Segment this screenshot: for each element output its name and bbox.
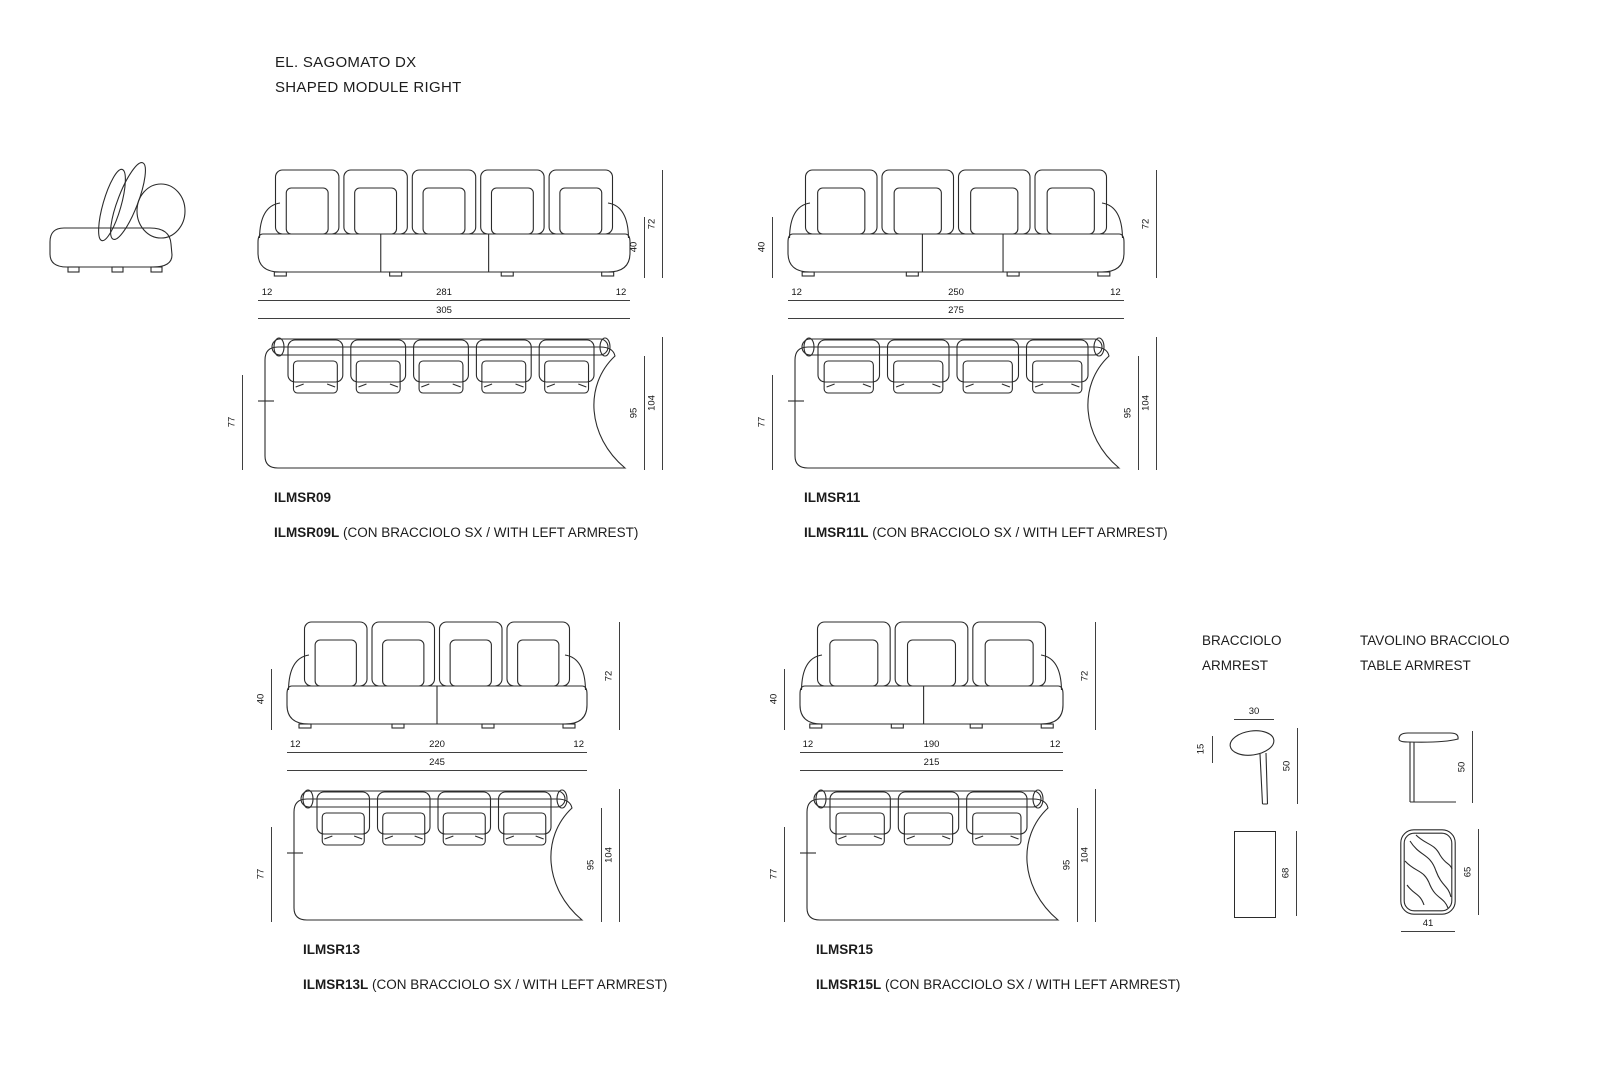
dim-margin-left: 12: [802, 739, 814, 750]
table-armrest-dim-width: 41: [1422, 918, 1434, 929]
armrest-height-dim-line: [1297, 728, 1298, 804]
dim-total-width: 215: [923, 757, 940, 768]
dim-total-depth: 104: [1140, 395, 1152, 411]
dim-body-depth: 95: [1061, 859, 1073, 871]
armrest-dim-pad-height: 15: [1195, 743, 1207, 755]
width-dim-line-total: [800, 754, 1063, 771]
page-title-english: SHAPED MODULE RIGHT: [275, 79, 462, 96]
total-depth-dim-line: [619, 789, 620, 922]
seat-height-dim-line: [772, 217, 773, 278]
module-code: ILMSR13: [303, 942, 361, 957]
table-armrest-title: [1360, 628, 1510, 678]
dim-seat-height: 40: [628, 241, 640, 253]
module-variant: [303, 977, 667, 992]
dim-total-width: 305: [436, 305, 452, 316]
armrest-title: [1202, 628, 1282, 678]
page-title: [275, 50, 462, 100]
width-dim-line-inner: [800, 736, 1063, 753]
dim-seat-depth: 77: [768, 868, 780, 880]
dim-seat-height: 40: [768, 693, 780, 705]
total-height-dim-line: [1095, 622, 1096, 730]
table-armrest-depth-dim-line: [1478, 829, 1479, 915]
module-variant: [274, 525, 638, 540]
sofa-module: [226, 160, 658, 550]
front-view-drawing: [258, 168, 630, 278]
body-depth-dim-line: [1077, 808, 1078, 922]
dim-total-depth: 104: [1079, 847, 1091, 863]
dim-total-width: 275: [948, 305, 964, 316]
dim-inner-width: 281: [436, 287, 452, 298]
armrest-side-view-drawing: [1226, 723, 1286, 808]
dim-total-height: 72: [603, 670, 615, 682]
armrest-dim-top-width: 30: [1248, 706, 1260, 717]
module-variant-note: (CON BRACCIOLO SX / WITH LEFT ARMREST): [872, 525, 1168, 540]
table-armrest-dim-depth: 65: [1462, 866, 1474, 878]
sofa-side-view-icon: [48, 165, 188, 283]
armrest-title-italian: BRACCIOLO: [1202, 633, 1282, 648]
dim-total-height: 72: [1140, 218, 1152, 230]
table-armrest-side-view-drawing: [1398, 731, 1460, 806]
module-variant-note: (CON BRACCIOLO SX / WITH LEFT ARMREST): [885, 977, 1181, 992]
dim-margin-right: 12: [573, 739, 584, 750]
armrest-pad-dim-line: [1212, 736, 1213, 763]
sofa-module: [768, 612, 1181, 1002]
dim-margin-right: 12: [615, 287, 627, 298]
top-view-drawing: [258, 337, 630, 470]
seat-depth-dim-line: [784, 827, 785, 922]
seat-depth-dim-line: [242, 375, 243, 470]
module-variant: [804, 525, 1168, 540]
dim-inner-width: 250: [948, 287, 964, 298]
armrest-depth-dim-line: [1296, 831, 1297, 916]
page-title-italian: EL. SAGOMATO DX: [275, 54, 417, 71]
module-variant: [816, 977, 1180, 992]
body-depth-dim-line: [601, 808, 602, 922]
dim-seat-depth: 77: [226, 416, 238, 428]
module-variant-code: ILMSR11L: [804, 525, 869, 540]
armrest-dim-height: 50: [1281, 760, 1293, 772]
seat-depth-dim-line: [772, 375, 773, 470]
dim-seat-depth: 77: [255, 868, 267, 880]
armrest-top-width-dim-line: [1234, 703, 1274, 720]
dim-total-depth: 104: [603, 847, 615, 863]
total-depth-dim-line: [1156, 337, 1157, 470]
width-dim-line-total: [287, 754, 587, 771]
table-armrest-height-dim-line: [1472, 731, 1473, 803]
module-variant-note: (CON BRACCIOLO SX / WITH LEFT ARMREST): [343, 525, 639, 540]
seat-height-dim-line: [271, 669, 272, 730]
dim-inner-width: 190: [923, 739, 940, 750]
module-variant-code: ILMSR13L: [303, 977, 369, 992]
module-variant-code: ILMSR09L: [274, 525, 340, 540]
sofa-module: [255, 612, 668, 1002]
top-view-drawing: [287, 789, 587, 922]
width-dim-line-total: [258, 302, 630, 319]
width-dim-line-inner: [287, 736, 587, 753]
dim-seat-depth: 77: [756, 416, 768, 428]
total-depth-dim-line: [662, 337, 663, 470]
front-view-drawing: [788, 168, 1124, 278]
body-depth-dim-line: [1138, 356, 1139, 470]
total-height-dim-line: [1156, 170, 1157, 278]
seat-depth-dim-line: [271, 827, 272, 922]
seat-height-dim-line: [644, 217, 645, 278]
table-armrest-dim-height: 50: [1456, 761, 1468, 773]
total-height-dim-line: [662, 170, 663, 278]
table-armrest-title-english: TABLE ARMREST: [1360, 658, 1471, 673]
armrest-top-view-drawing: [1234, 831, 1276, 918]
module-code: ILMSR15: [816, 942, 874, 957]
body-depth-dim-line: [644, 356, 645, 470]
width-dim-line-total: [788, 302, 1124, 319]
dim-body-depth: 95: [628, 407, 640, 419]
top-view-drawing: [800, 789, 1063, 922]
dim-margin-left: 12: [791, 287, 802, 298]
dim-margin-right: 12: [1049, 739, 1061, 750]
dim-total-height: 72: [1079, 670, 1091, 682]
dim-seat-height: 40: [255, 693, 267, 705]
sofa-module: [756, 160, 1168, 550]
table-armrest-top-view-drawing: [1400, 829, 1456, 915]
dim-margin-left: 12: [261, 287, 273, 298]
width-dim-line-inner: [788, 284, 1124, 301]
total-depth-dim-line: [1095, 789, 1096, 922]
module-variant-code: ILMSR15L: [816, 977, 882, 992]
dim-total-width: 245: [429, 757, 445, 768]
dim-total-depth: 104: [646, 395, 658, 411]
table-armrest-width-dim-line: [1401, 915, 1455, 932]
dim-body-depth: 95: [1122, 407, 1134, 419]
dim-total-height: 72: [646, 218, 658, 230]
dim-seat-height: 40: [756, 241, 768, 253]
module-variant-note: (CON BRACCIOLO SX / WITH LEFT ARMREST): [372, 977, 668, 992]
top-view-drawing: [788, 337, 1124, 470]
armrest-dim-depth: 68: [1280, 867, 1292, 879]
seat-height-dim-line: [784, 669, 785, 730]
total-height-dim-line: [619, 622, 620, 730]
dim-margin-left: 12: [290, 739, 301, 750]
front-view-drawing: [287, 620, 587, 730]
front-view-drawing: [800, 620, 1063, 730]
dim-inner-width: 220: [429, 739, 445, 750]
dim-body-depth: 95: [585, 859, 597, 871]
dim-margin-right: 12: [1110, 287, 1121, 298]
module-code: ILMSR09: [274, 490, 332, 505]
table-armrest-title-italian: TAVOLINO BRACCIOLO: [1360, 633, 1510, 648]
module-code: ILMSR11: [804, 490, 861, 505]
width-dim-line-inner: [258, 284, 630, 301]
armrest-title-english: ARMREST: [1202, 658, 1269, 673]
